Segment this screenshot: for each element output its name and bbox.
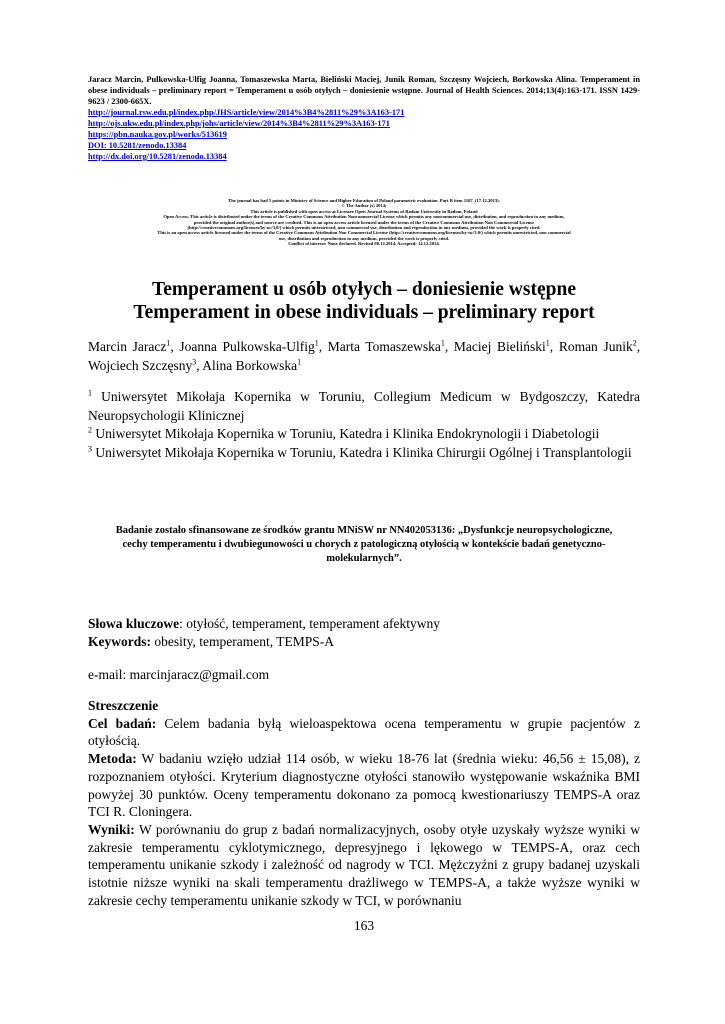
author-affiliation-mark: 2 bbox=[632, 338, 637, 348]
affiliation-text: Uniwersytet Mikołaja Kopernika w Toruniu, Collegium Medicum w Bydgoszczy, Katedra Neuropsychologii Klinicznej bbox=[88, 389, 641, 423]
author-name: Marta Tomaszewska bbox=[327, 339, 441, 354]
author-list bbox=[88, 337, 640, 375]
citation-text: Jaracz Marcin, Pulkowska-Ulfig Joanna, Tomaszewska Marta, Bieliński Maciej, Junik Roman, Szczęsny Wojciech, Borkowska Alina. Temperament in obese individuals – preliminary report = Temperament u osób otyłych – doniesienie wstępne. Journal of Health Sciences. 2014;13(4):163-171. ISSN 1429-9623 / 2300-665X. bbox=[88, 75, 640, 106]
journal-info-line: © The Author (s) 2014; bbox=[341, 203, 387, 209]
keywords-polish bbox=[88, 615, 640, 633]
title-english: Temperament in obese individuals – preliminary report bbox=[133, 302, 595, 323]
author-separator: , bbox=[444, 339, 454, 354]
section-label: Cel badań: bbox=[88, 715, 157, 731]
citation-link-doi-url[interactable]: http://dx.doi.org/10.5281/zenodo.13384 bbox=[88, 152, 227, 161]
author-separator: , bbox=[318, 339, 328, 354]
journal-info-line: Open Access. This article is distributed under the terms of the Creative Commons Attribution Noncommercial License which permits any noncommercial use, distribution, and reproduction in any medium, bbox=[163, 214, 565, 220]
author-affiliation-mark: 1 bbox=[440, 338, 445, 348]
keywords-polish-label: Słowa kluczowe bbox=[88, 616, 180, 631]
citation-link-journal[interactable]: http://journal.rsw.edu.pl/index.php/JHS/article/view/2014%3B4%2811%29%3A163-171 bbox=[88, 108, 405, 117]
keywords-english-text: obesity, temperament, TEMPS-A bbox=[151, 633, 334, 649]
author-affiliation-mark: 1 bbox=[314, 338, 319, 348]
page-number: 163 bbox=[353, 918, 375, 933]
author-affiliation-mark: 1 bbox=[545, 338, 550, 348]
author-separator: , bbox=[549, 339, 559, 354]
author-name: Alina Borkowska bbox=[202, 358, 298, 373]
author-separator: , bbox=[170, 339, 180, 354]
abstract-section-method bbox=[88, 750, 640, 821]
abstract bbox=[88, 697, 640, 909]
affiliation-text: Uniwersytet Mikołaja Kopernika w Toruniu, Katedra i Klinika Chirurgii Ogólnej i Transplantologii bbox=[95, 444, 632, 460]
affiliation-item bbox=[88, 444, 640, 463]
abstract-heading bbox=[88, 697, 640, 715]
affiliation-number: 3 bbox=[88, 444, 92, 453]
author-affiliation-mark: 3 bbox=[192, 357, 197, 367]
author-name: Maciej Bieliński bbox=[453, 339, 546, 354]
title-polish: Temperament u osób otyłych – doniesienie wstępne bbox=[152, 279, 576, 300]
journal-info-line: use, distribution and reproduction in any medium, provided the work is properly cited. bbox=[278, 235, 450, 241]
journal-info-line: The journal has had 5 points in Ministry of Science and Higher Education of Poland parametric evaluation. Part B item 1107. (17.12.2013). bbox=[228, 198, 500, 203]
author-name: Marcin Jaracz bbox=[88, 339, 167, 354]
author-affiliation-mark: 1 bbox=[166, 338, 171, 348]
author-affiliation-mark: 1 bbox=[297, 357, 302, 367]
keywords-polish-text: : otyłość, temperament, temperament afektywny bbox=[179, 616, 441, 631]
author-separator: , bbox=[636, 339, 641, 354]
citation-link-ojs[interactable]: http://ojs.ukw.edu.pl/index.php/johs/article/view/2014%3B4%2811%29%3A163-171 bbox=[88, 119, 390, 128]
keywords-english bbox=[88, 633, 640, 651]
citation-block bbox=[88, 74, 640, 162]
abstract-section-aim bbox=[88, 715, 640, 750]
section-text: Celem badania byłą wieloaspektowa ocena temperamentu w grupie pacjentów z otyłością. bbox=[88, 715, 640, 749]
author-name: Joanna Pulkowska-Ulfig bbox=[179, 339, 315, 354]
author-name: Roman Junik bbox=[558, 339, 633, 354]
affiliation-item bbox=[88, 425, 640, 444]
abstract-section-results bbox=[88, 821, 640, 910]
journal-info-line: provided the original author(s) and source are credited. This is an open access article licensed under the terms of the Creative Commons Attribution Non Commercial License bbox=[193, 219, 535, 225]
affiliation-text: Uniwersytet Mikołaja Kopernika w Toruniu, Katedra i Klinika Endokrynologii i Diabetologii bbox=[95, 426, 600, 441]
affiliation-number: 1 bbox=[88, 388, 92, 398]
contact-email bbox=[88, 666, 640, 684]
author-name: Wojciech Szczęsny bbox=[88, 358, 193, 373]
section-text: W porównaniu do grup z badań normalizacyjnych, osoby otyłe uzyskały wyższe wyniki w zakresie temperamentu cyklotymicznego, depresyjnego i lękowego w TEMPS-A, oraz cech temperamentu unikanie szkody i zależność od nagrody w TCI. Mężczyźni z grupy badanej uzyskali istotnie niższe wyniki na skali temperamentu drażliwego w TEMPS-A, a także wyższe wyniki w zakresie cechy temperamentu unikanie szkody w TCI, w porównaniu bbox=[88, 821, 640, 908]
keywords-english-label: Keywords: bbox=[88, 633, 151, 649]
citation-link-doi[interactable]: DOI: 10.5281/zenodo.13384 bbox=[88, 141, 187, 150]
affiliation-item bbox=[88, 388, 640, 425]
journal-info-line: (http://creativecommons.org/licenses/by-nc/3.0/) which permits unrestricted, non commercial use, distribution and reproduction in any medium, provided the work is properly cited. bbox=[187, 225, 541, 231]
citation-link-pbn[interactable]: https://pbn.nauka.gov.pl/works/513619 bbox=[88, 130, 227, 139]
affiliation-number: 2 bbox=[88, 425, 92, 435]
email-text: e-mail: marcinjaracz@gmail.com bbox=[88, 667, 270, 682]
journal-info bbox=[88, 198, 640, 247]
journal-info-line: This article is published with open access at Licensee Open Journal Systems of Radom University in Radom, Poland bbox=[250, 208, 478, 214]
abstract-heading-text: Streszczenie bbox=[88, 698, 159, 713]
title-block bbox=[88, 278, 640, 324]
grant-statement: Badanie zostało sfinansowane ze środków grantu MNiSW nr NN402053136: „Dysfunkcje neuropsychologiczne, cechy temperamentu i dwubiegunowości u chorych z patologiczną otyłością w kontekście badań genetyczno-molekularnych”. bbox=[115, 525, 613, 564]
journal-info-line: This is an open access article licensed under the terms of the Creative Commons Attribution Non Commercial License (http://creativecommons.org/licenses/by-nc/3.0/) which permits unrestricted, non commercial bbox=[157, 230, 571, 236]
author-separator: , bbox=[196, 358, 203, 373]
affiliation-list bbox=[88, 388, 640, 462]
keywords-block bbox=[88, 615, 640, 650]
section-label: Wyniki: bbox=[88, 821, 135, 837]
journal-info-line: Conflict of interest: None declared. Revised 08.12.2014. Accepted: 14.12.2014. bbox=[288, 241, 440, 247]
section-text: W badaniu wzięło udział 114 osób, w wieku 18-76 lat (średnia wieku: 46,56 ± 15,08), z rozpoznaniem otyłości. Kryterium diagnostyczne otyłości stanowiło występowanie wskaźnika BMI powyżej 30 punktów. Oceny temperamentu dokonano za pomocą kwestionariuszy TEMPS-A oraz TCI R. Cloningera. bbox=[88, 751, 640, 820]
section-label: Metoda: bbox=[88, 751, 137, 767]
